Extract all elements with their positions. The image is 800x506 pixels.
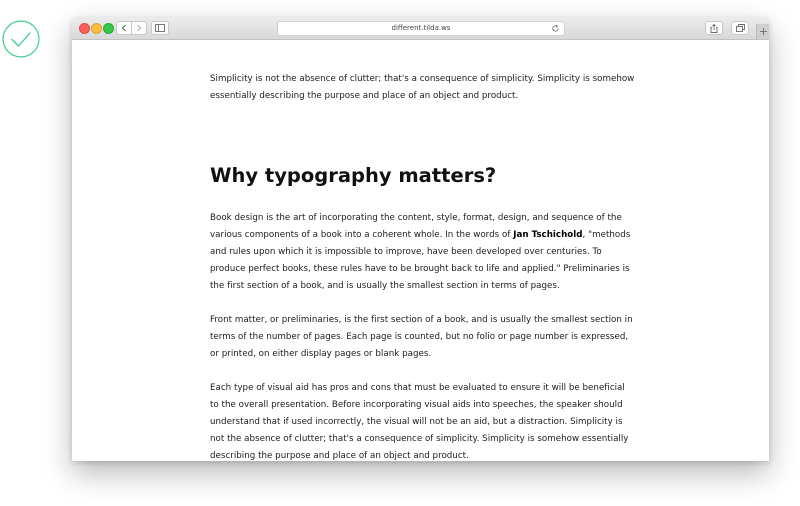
paragraph-text: Book design is the art of incorporating the content, style, format, design, and sequence of the various components of a book into a coherent whole. In the words of [210,213,622,240]
sidebar-toggle-button[interactable] [151,21,169,35]
minimize-window-button[interactable] [91,23,102,34]
zoom-window-button[interactable] [103,23,114,34]
check-icon [1,19,41,59]
page-heading: Why typography matters? [210,164,497,187]
author-name: Jan Tschichold [513,230,583,240]
back-button[interactable] [116,21,132,35]
page-content [72,40,769,461]
intro-paragraph: Simplicity is not the absence of clutter; that's a consequence of simplicity. Simplicity is somehow essentially describing the purpose and place of an object and product. [210,74,635,101]
chevron-left-icon [121,24,127,32]
browser-window [72,17,769,461]
chevron-right-icon [136,24,142,32]
forward-button[interactable] [131,21,147,35]
url-text: different.tilda.ws [391,24,451,32]
visual-aid-paragraph: Each type of visual aid has pros and cons that must be evaluated to ensure it will be beneficial to the overall presentation. Before incorporating visual aids into speeches, the speaker should understand that if used incorrectly, the visual will not be an aid, but a distraction. Simplicity is not the absence of clutter; that's a consequence of simplicity. Simplicity is somehow essentially describing the purpose and place of an object and product. [210,383,629,461]
address-bar[interactable] [277,21,565,36]
sidebar-icon [155,24,165,32]
front-matter-paragraph: Front matter, or preliminaries, is the first section of a book, and is usually the smallest section in terms of the number of pages. Each page is counted, but no folio or page number is expressed, or printed, on either display pages or blank pages. [210,315,633,359]
new-tab-button[interactable]: + [756,24,769,39]
share-button[interactable] [705,21,723,35]
book-design-paragraph [210,210,635,295]
show-tabs-button[interactable] [731,21,749,35]
browser-toolbar [72,17,769,40]
paragraph-text: , "methods and rules upon which it is impossible to improve, have been developed over centuries. To produce perfect books, these rules have to be brought back to life and applied." Preliminaries is the first section of a book, and is usually the smallest section in terms of pages. [210,230,631,291]
share-icon [710,24,718,33]
close-window-button[interactable] [79,23,90,34]
reload-icon[interactable] [551,24,560,33]
tabs-icon [736,24,745,32]
